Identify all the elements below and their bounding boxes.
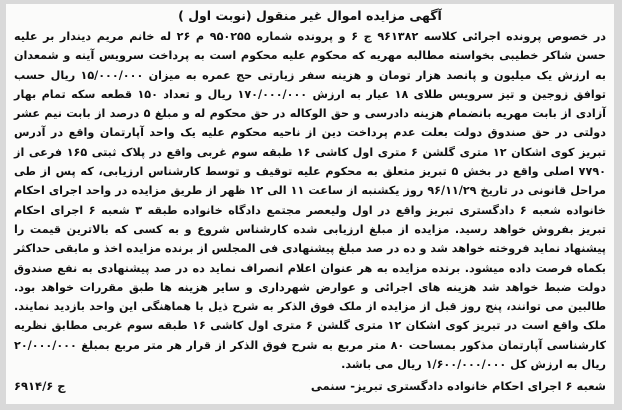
notice-signature (14, 377, 606, 395)
notice-title: آگهی مزایده اموال غیر منقول (نوبت اول ) (178, 8, 442, 23)
signer-office: شعبه ۶ اجرای احکام خانواده دادگستری تبریز- سنمی (310, 379, 606, 394)
notice-body: در خصوص پرونده اجرائی کلاسه ۹۶۱۳۸۲ ج ۶ و پرونده شماره ۹۵۰۲۵۵ م ۲۶ له خانم مریم دیندار بر علیه حسن شاکر خطیبی بخواسته مطالبه مهریه که محکوم علیه محکوم است به پرداخت سرویس آینه و شمعدان به ارزش یک میلیون و پانصد هزار تومان و هزینه سفر زیارتی حج عمره به میزان ۱۵/۰۰۰/۰۰۰ ریال حسب توافق زوجین و تیز سرویس طلای ۱۸ عیار به ارزش ۱۷۰/۰۰۰/۰۰۰ ریال و تعداد ۱۵۰ قطعه سکه تمام بهار آزادی از بابت مهریه بانضمام هزینه دادرسی و حق الوکاله در حق محکوم له و مبلغ ۵ درصد از بابت نیم عشر دولتی در حق صندوق دولت بعلت عدم پرداخت دین از ناحیه محکوم علیه یک واحد آپارتمان واقع در آدرس تبریز کوی اشکان ۱۲ متری گلشن ۶ متری اول کاشی ۱۶ طبقه سوم غربی واقع در پلاک ثبتی ۱۶۵ فرعی از ۷۷۹۰ اصلی واقع در بخش ۵ تبریز متعلق به محکوم علیه توقیف و توسط کارشناس ارزیابی، که پس از طی مراحل قانونی در تاریخ ۹۶/۱۱/۲۹ روز یکشنبه از ساعت ۱۱ الی ۱۲ ظهر از طریق مزایده در واحد اجرای احکام خانواده شعبه ۶ دادگستری تبریز واقع در اول ولیعصر مجتمع دادگاه خانواده طبقه ۳ شعبه ۶ اجرای احکام تبریز بفروش خواهد رسید. مزایده از مبلغ ارزیابی شده کارشناس شروع و به کسی که بالاترین قیمت را پیشنهاد نماید فروخته خواهد شد و ده در صد مبلغ پیشنهادی فی المجلس از برنده مزایده اخذ و مابقی حداکثر بکماه فرصت داده میشود. برنده مزایده به هر عنوان اعلام انصراف نماید ده در صد پیشنهادی به نفع صندوق دولت ضبط خواهد شد هزینه های اجرائی و عوارض شهرداری و سایر هزینه ها طبق مقررات خواهد بود. طالبین می توانند، پنج روز قبل از مزایده از ملک فوق الذکر به شرح ذیل با هماهنگی این واحد بازدید نمایند. ملک واقع است در تبریز کوی اشکان ۱۲ متری گلشن ۶ متری اول کاشی ۱۶ طبقه سوم غربی مطابق نظریه کارشناسی آپارتمان مذکور بمساحت ۸۰ متر مربع به شرح فوق الذکر از قرار هر متر مربع بمبلغ ۲۰/۰۰۰/۰۰۰ ریال به ارزش کل ۱/۶۰۰/۰۰۰/۰۰۰ ریال می باشد. (14, 30, 607, 372)
reference-code: ج ۶۹۱۴/۶ (14, 379, 66, 394)
auction-notice (6, 4, 614, 404)
